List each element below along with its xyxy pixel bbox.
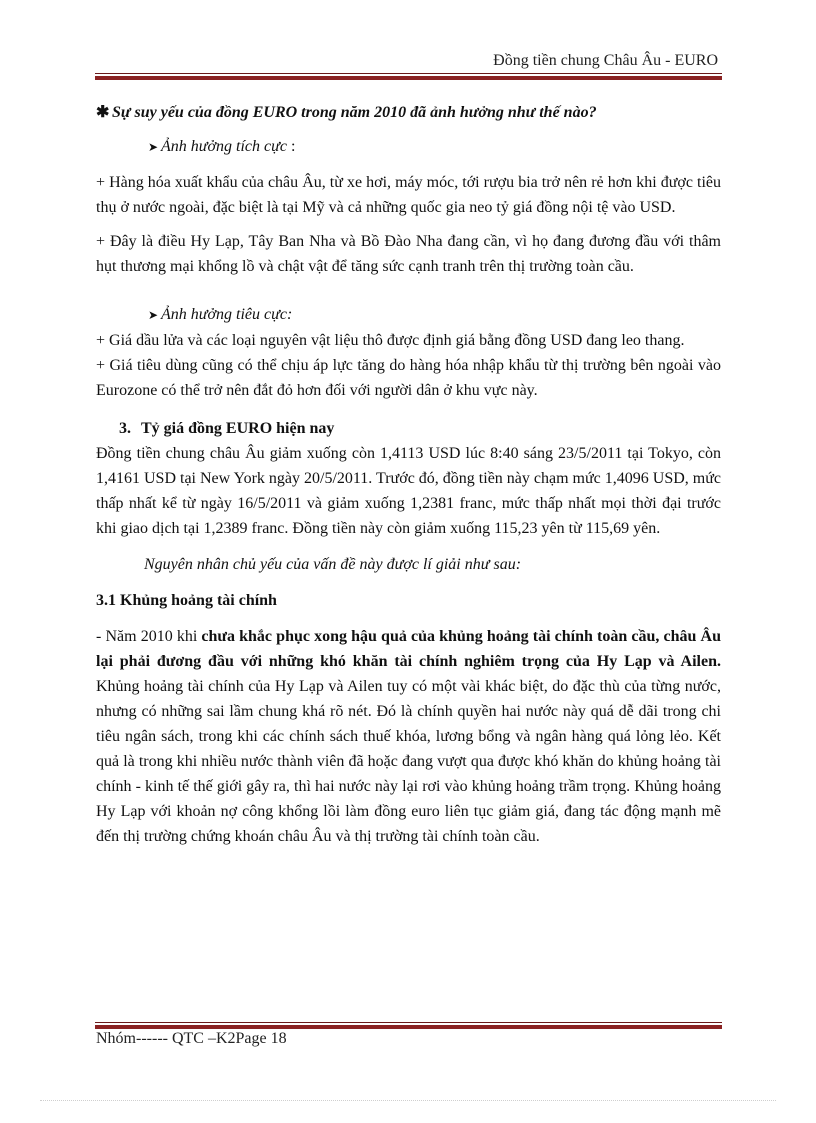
- cause-intro: Nguyên nhân chủ yếu của vấn đề này được lí giải như sau:: [144, 556, 522, 573]
- positive-paragraph-2: + Đây là điều Hy Lạp, Tây Ban Nha và Bồ Đào Nha đang cần, vì họ đang đương đầu với thâm hụt thương mại khổng lồ và chật vật để tăng sức cạnh tranh trên thị trường toàn cầu.: [96, 233, 721, 275]
- header-rule: [95, 73, 722, 80]
- section-3-paragraph: Đồng tiền chung châu Âu giảm xuống còn 1,4113 USD lúc 8:40 sáng 23/5/2011 tại Tokyo, còn 1,4161 USD tại New York ngày 20/5/2011. Trước đó, đồng tiền này chạm mức 1,4096 USD, mức thấp nhất kể từ ngày 16/5/2011 và giảm xuống 1,2381 franc, mức thấp nhất mọi thời đại trước khi giao dịch tại 1,2389 franc. Đồng tiền này còn giảm xuống 115,23 yên từ 115,69 yên.: [96, 445, 721, 537]
- question-text: Sự suy yếu của đồng EURO trong năm 2010 đã ảnh hưởng như thế nào?: [112, 104, 597, 121]
- footer-rule: [95, 1022, 722, 1029]
- section-3-heading: 3. Tỷ giá đồng EURO hiện nay: [119, 420, 335, 437]
- page-edge-line: [40, 1100, 776, 1101]
- footer-text: Nhóm------ QTC –K2Page 18: [96, 1030, 287, 1047]
- negative-paragraph-1: + Giá dầu lửa và các loại nguyên vật liệu thô được định giá bằng đồng USD đang leo thang.: [96, 332, 685, 349]
- page-body: [96, 100, 721, 849]
- positive-paragraph-1: + Hàng hóa xuất khẩu của châu Âu, từ xe hơi, máy móc, tới rượu bia trở nên rẻ hơn khi được tiêu thụ ở nước ngoài, đặc biệt là tại Mỹ và cả những quốc gia neo tỷ giá đồng nội tệ vào USD.: [96, 174, 721, 216]
- arrow-bullet-icon: ➤: [148, 140, 159, 154]
- header-title: Đồng tiền chung Châu Âu - EURO: [493, 52, 718, 69]
- negative-paragraph-2: + Giá tiêu dùng cũng có thể chịu áp lực tăng do hàng hóa nhập khẩu từ thị trường bên ngoài vào Eurozone có thể trở nên đắt đỏ hơn đối với người dân ở khu vực này.: [96, 357, 721, 399]
- star-bullet-icon: ✱: [96, 104, 110, 121]
- section-3-1-paragraph: - Năm 2010 khi chưa khắc phục xong hậu quả của khủng hoảng tài chính toàn cầu, châu Âu lại phải đương đầu với những khó khăn tài chính nghiêm trọng của Hy Lạp và Ailen. Khủng hoảng tài chính của Hy Lạp và Ailen tuy có một vài khác biệt, do đặc thù của từng nước, nhưng có những sai lầm chung khá rõ nét. Đó là chính quyền hai nước này quá dễ dãi trong chi tiêu ngân sách, trong khi các chính sách thuế khóa, lương bổng và ngân hàng quá lỏng lẻo. Kết quả là trong khi nhiều nước thành viên đã hoặc đang vượt qua được khó khăn do khủng hoảng tài chính - kinh tế thế giới gây ra, thì hai nước này lại rơi vào khủng hoảng trầm trọng. Khủng hoảng Hy Lạp với khoản nợ công khổng lồi làm đồng euro liên tục giảm giá, đang tác động mạnh mẽ đến thị trường chứng khoán châu Âu và thị trường tài chính toàn cầu.: [96, 628, 722, 845]
- section-3-1-heading: 3.1 Khủng hoảng tài chính: [96, 592, 277, 609]
- negative-heading: ➤ Ảnh hưởng tiêu cực:: [96, 302, 721, 328]
- positive-heading: ➤ Ảnh hưởng tích cực :: [96, 134, 721, 160]
- arrow-bullet-icon: ➤: [148, 308, 159, 322]
- question-heading: [96, 100, 721, 125]
